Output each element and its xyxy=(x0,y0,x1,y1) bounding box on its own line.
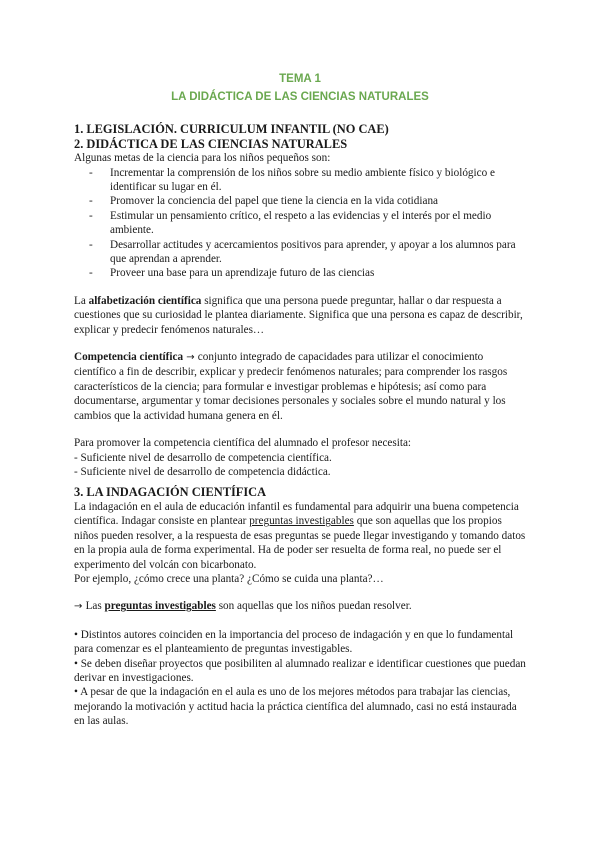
document-body xyxy=(74,122,528,729)
topic-number: TEMA 1 xyxy=(279,73,321,85)
goal-item: - Desarrollar actitudes y acercamientos positivos para aprender, y apoyar a los alumnos para que aprendan a aprender. xyxy=(74,238,528,267)
inquiry-bullet: • Se deben diseñar proyectos que posibiliten al alumnado realizar e identificar cuestiones que puedan derivar en investigaciones. xyxy=(74,657,526,684)
investigable-questions-note: → Las preguntas investigables son aquellas que los niños puedan resolver. xyxy=(74,600,412,613)
arrow-icon: → xyxy=(74,601,86,613)
goals-list xyxy=(74,166,528,281)
topic-title: LA DIDÁCTICA DE LAS CIENCIAS NATURALES xyxy=(171,91,429,103)
investigable-questions-underlined: preguntas investigables xyxy=(249,515,354,528)
arrow-icon: → xyxy=(183,352,198,364)
inquiry-bullet: • A pesar de que la indagación en el aula es uno de los mejores métodos para trabajar las ciencias, mejorando la motivación y actitud hacia la práctica científica del alumnado, casi no está instaurada en las aulas. xyxy=(74,686,517,728)
teacher-needs-intro: Para promover la competencia científica del alumnado el profesor necesita: xyxy=(74,437,412,450)
teacher-need-item: - Suficiente nivel de desarrollo de competencia científica. xyxy=(74,451,332,464)
goals-intro: Algunas metas de la ciencia para los niños pequeños son: xyxy=(74,152,331,165)
goal-item: - Estimular un pensamiento crítico, el respeto a las evidencias y el interés por el medio ambiente. xyxy=(74,209,528,238)
inquiry-bullet: • Distintos autores coinciden en la importancia del proceso de indagación y en que lo fundamental para comenzar es el planteamiento de preguntas investigables. xyxy=(74,628,514,656)
section-3-heading: 3. LA INDAGACIÓN CIENTÍFICA xyxy=(74,485,267,500)
scientific-competence-paragraph: Competencia científica → conjunto integrado de capacidades para utilizar el conocimiento científico a fin de describir, explicar y predecir fenómenos naturales; para comprender los rasgos característicos de la ciencia; para formular e investigar problemas e hipótesis; así como para documentarse, argumentar y tomar decisiones personales y sociales sobre el mundo natural y los cambios que la actividad humana genera en él. xyxy=(74,351,508,422)
scientific-competence-term: Competencia científica xyxy=(74,351,184,364)
teacher-need-item: - Suficiente nivel de desarrollo de competencia didáctica. xyxy=(74,465,331,478)
section-1-heading: 1. LEGISLACIÓN. CURRICULUM INFANTIL (NO CAE) xyxy=(74,122,389,136)
inquiry-paragraph: La indagación en el aula de educación infantil es fundamental para adquirir una buena competencia científica. Indagar consiste en plantear preguntas investigables que son aquellas que los propios niños pueden resolver, a la respuesta de esas preguntas se puede llegar investigando y tomando datos en la propia aula de forma experimental. Ha de poder ser resuelta de forma real, no puede ser el experimento del volcán con bicarbonato. xyxy=(74,500,526,571)
inquiry-example: Por ejemplo, ¿cómo crece una planta? ¿Cómo se cuida una planta?… xyxy=(74,572,384,585)
investigable-questions-term: preguntas investigables xyxy=(104,600,216,613)
goal-item: - Proveer una base para un aprendizaje futuro de las ciencias xyxy=(74,266,528,280)
goal-item: - Incrementar la comprensión de los niños sobre su medio ambiente físico y biológico e identificar su lugar en él. xyxy=(74,166,528,195)
section-2-heading: 2. DIDÁCTICA DE LAS CIENCIAS NATURALES xyxy=(74,136,348,151)
scientific-literacy-paragraph: La alfabetización científica significa que una persona puede preguntar, hallar o dar respuesta a cuestiones que su curiosidad le plantea diariamente. Significa que una persona es capaz de describir, explicar y predecir fenómenos naturales… xyxy=(74,294,523,336)
goal-item: - Promover la conciencia del papel que tiene la ciencia en la vida cotidiana xyxy=(74,194,528,208)
scientific-literacy-term: alfabetización científica xyxy=(88,294,202,307)
